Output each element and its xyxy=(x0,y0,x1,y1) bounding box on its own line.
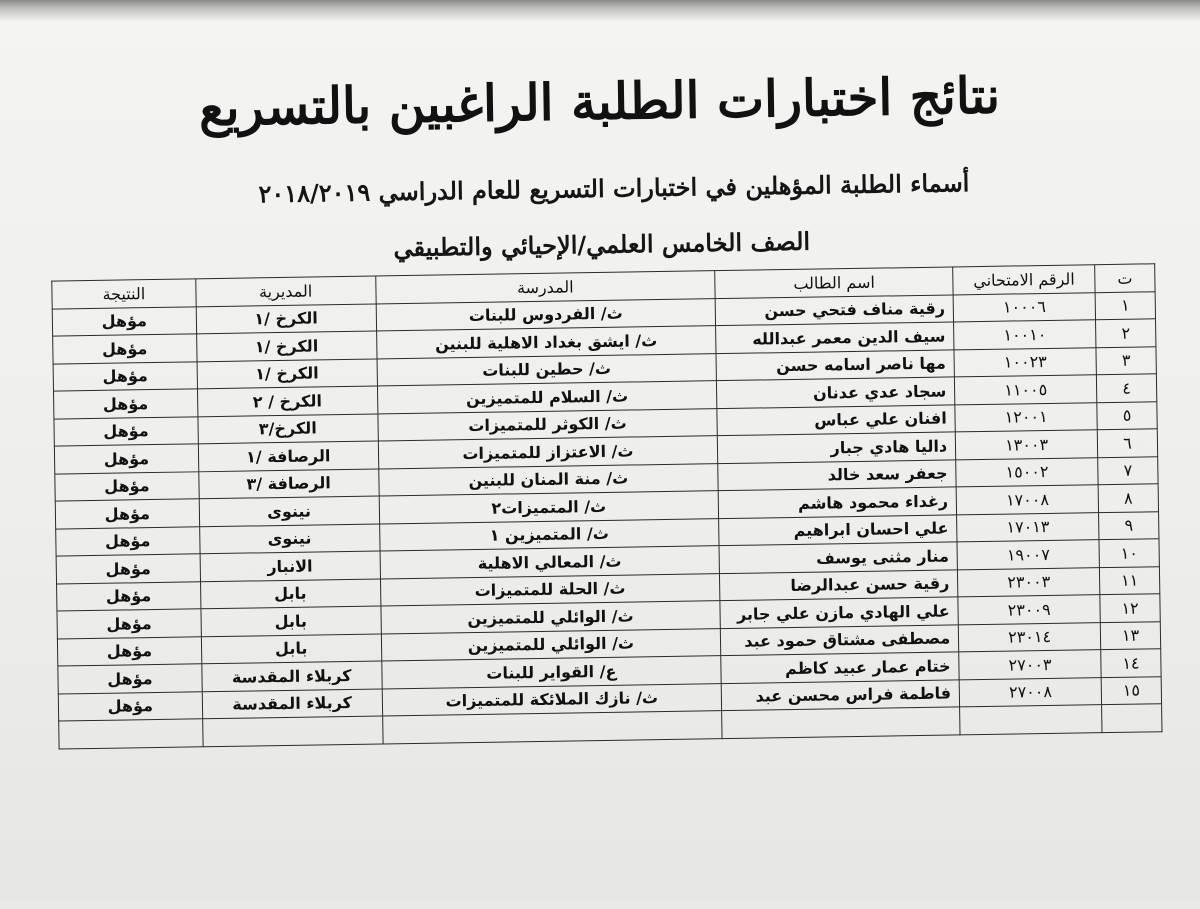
cell-directorate: الكرخ /١ xyxy=(197,358,377,388)
cell-student-name: رقية حسن عبدالرضا xyxy=(720,569,958,600)
cell-student-name: علي احسان ابراهيم xyxy=(719,514,957,545)
cell-seq: ١١ xyxy=(1099,566,1159,594)
cell-school xyxy=(382,711,722,744)
header-student-name: اسم الطالب xyxy=(715,267,953,298)
cell-seq: ٨ xyxy=(1098,484,1158,512)
cell-student-name: مها ناصر اسامه حسن xyxy=(716,349,954,380)
cell-school: ث/ منة المنان للبنين xyxy=(378,463,718,496)
cell-directorate: كربلاء المقدسة xyxy=(202,661,382,691)
cell-result: مؤهل xyxy=(56,526,200,556)
cell-seq: ١ xyxy=(1095,291,1155,319)
cell-school: ث/ حطين للبنات xyxy=(377,353,717,386)
cell-seq: ١٤ xyxy=(1101,649,1161,677)
cell-exam-number: ١٧٠٠٨ xyxy=(956,485,1098,515)
cell-exam-number: ٢٧٠٠٣ xyxy=(959,650,1101,680)
cell-exam-number: ١٠٠١٠ xyxy=(954,320,1096,350)
cell-exam-number: ١١٠٠٥ xyxy=(955,375,1097,405)
cell-seq: ٢ xyxy=(1096,319,1156,347)
cell-school: ث/ الوائلي للمتميزين xyxy=(381,628,721,661)
cell-directorate: كربلاء المقدسة xyxy=(202,688,382,718)
header-directorate: المديرية xyxy=(195,276,375,306)
cell-result: مؤهل xyxy=(57,581,201,611)
cell-exam-number: ١٩٠٠٧ xyxy=(957,540,1099,570)
table-body xyxy=(52,291,1161,721)
cell-exam-number: ١٠٠٢٣ xyxy=(954,347,1096,377)
cell-directorate: بابل xyxy=(200,578,380,608)
cell-school: ث/ ايشق بغداد الاهلية للبنين xyxy=(376,326,716,359)
cell-directorate: الرصافة /١ xyxy=(198,441,378,471)
cell-exam-number: ١٠٠٠٦ xyxy=(953,292,1095,322)
cell-student-name: مصطفى مشتاق حمود عبد xyxy=(721,624,959,655)
cell-directorate: الكرخ /١ xyxy=(196,331,376,361)
cell-seq: ٧ xyxy=(1098,456,1158,484)
cell-exam-number: ٢٣٠٠٣ xyxy=(958,567,1100,597)
cell-result: مؤهل xyxy=(56,554,200,584)
cell-directorate: الرصافة /٣ xyxy=(199,468,379,498)
cell-result: مؤهل xyxy=(52,306,196,336)
document-title: نتائج اختبارات الطلبة الراغبين بالتسريع xyxy=(198,65,1001,138)
cell-directorate xyxy=(202,716,382,746)
cell-directorate: الانبار xyxy=(200,551,380,581)
cell-school: ث/ نازك الملائكة للمتميزات xyxy=(382,683,722,716)
cell-result: مؤهل xyxy=(57,609,201,639)
cell-exam-number: ٢٣٠١٤ xyxy=(958,622,1100,652)
cell-seq: ١٢ xyxy=(1100,594,1160,622)
cell-directorate: الكرخ / ٢ xyxy=(197,386,377,416)
cell-student-name: افنان علي عباس xyxy=(717,404,955,435)
cell-exam-number: ٢٧٠٠٨ xyxy=(959,677,1101,707)
cell-result: مؤهل xyxy=(55,499,199,529)
cell-result: مؤهل xyxy=(58,691,202,721)
cell-school: ث/ الوائلي للمتميزين xyxy=(381,601,721,634)
cell-directorate: بابل xyxy=(201,606,381,636)
cell-seq: ٥ xyxy=(1097,401,1157,429)
cell-result: مؤهل xyxy=(55,471,199,501)
cell-exam-number: ١٢٠٠١ xyxy=(955,402,1097,432)
cell-exam-number xyxy=(960,705,1102,735)
cell-student-name xyxy=(722,707,960,738)
cell-result xyxy=(59,719,203,749)
cell-student-name: منار مثنى يوسف xyxy=(719,542,957,573)
cell-result: مؤهل xyxy=(54,444,198,474)
header-result: النتيجة xyxy=(52,279,196,309)
cell-school: ث/ الاعتزاز للمتميزات xyxy=(378,436,718,469)
cell-directorate: بابل xyxy=(201,633,381,663)
cell-result: مؤهل xyxy=(54,389,198,419)
cell-school: ث/ الفردوس للبنات xyxy=(376,298,716,331)
cell-seq: ١٥ xyxy=(1101,676,1161,704)
cell-exam-number: ٢٣٠٠٩ xyxy=(958,595,1100,625)
cell-result: مؤهل xyxy=(57,636,201,666)
cell-student-name: فاطمة فراس محسن عبد xyxy=(721,679,959,710)
cell-seq: ١٠ xyxy=(1099,539,1159,567)
cell-exam-number: ١٣٠٠٣ xyxy=(955,430,1097,460)
cell-directorate: نينوى xyxy=(199,523,379,553)
cell-student-name: علي الهادي مازن علي جابر xyxy=(720,597,958,628)
cell-student-name: سجاد عدي عدنان xyxy=(717,377,955,408)
cell-seq xyxy=(1102,704,1162,732)
cell-seq: ٣ xyxy=(1096,346,1156,374)
cell-result: مؤهل xyxy=(53,334,197,364)
cell-school: ث/ المتميزين ١ xyxy=(379,518,719,551)
cell-result: مؤهل xyxy=(58,664,202,694)
cell-school: ث/ المعالي الاهلية xyxy=(380,546,720,579)
cell-school: ث/ المتميزات٢ xyxy=(379,491,719,524)
cell-exam-number: ١٥٠٠٢ xyxy=(956,457,1098,487)
cell-directorate: الكرخ /١ xyxy=(196,304,376,334)
cell-result: مؤهل xyxy=(53,361,197,391)
header-exam-number: الرقم الامتحاني xyxy=(953,265,1095,295)
cell-directorate: الكرخ/٣ xyxy=(198,413,378,443)
cell-student-name: سيف الدين معمر عبدالله xyxy=(716,322,954,353)
document-subtitle: أسماء الطلبة المؤهلين في اختبارات التسريع للعام الدراسي ٢٠١٨/٢٠١٩ xyxy=(258,168,970,209)
cell-student-name: رغداء محمود هاشم xyxy=(718,487,956,518)
header-school: المدرسة xyxy=(375,271,715,304)
grade-heading: الصف الخامس العلمي/الإحيائي والتطبيقي xyxy=(393,226,811,263)
cell-student-name: داليا هادي جبار xyxy=(718,432,956,463)
cell-school: ث/ الكوثر للمتميزات xyxy=(377,408,717,441)
cell-seq: ١٣ xyxy=(1100,621,1160,649)
results-table xyxy=(51,263,1162,749)
cell-school: ث/ الحلة للمتميزات xyxy=(380,573,720,606)
cell-student-name: رقية مناف فتحي حسن xyxy=(715,294,953,325)
cell-student-name: جعفر سعد خالد xyxy=(718,459,956,490)
cell-school: ث/ السلام للمتميزين xyxy=(377,381,717,414)
cell-seq: ٩ xyxy=(1099,511,1159,539)
cell-seq: ٦ xyxy=(1097,429,1157,457)
cell-result: مؤهل xyxy=(54,416,198,446)
cell-exam-number: ١٧٠١٣ xyxy=(957,512,1099,542)
header-seq: ت xyxy=(1095,264,1155,292)
cell-school: ع/ القواير للبنات xyxy=(381,656,721,689)
cell-directorate: نينوى xyxy=(199,496,379,526)
cell-seq: ٤ xyxy=(1096,374,1156,402)
cell-student-name: ختام عمار عبيد كاظم xyxy=(721,652,959,683)
